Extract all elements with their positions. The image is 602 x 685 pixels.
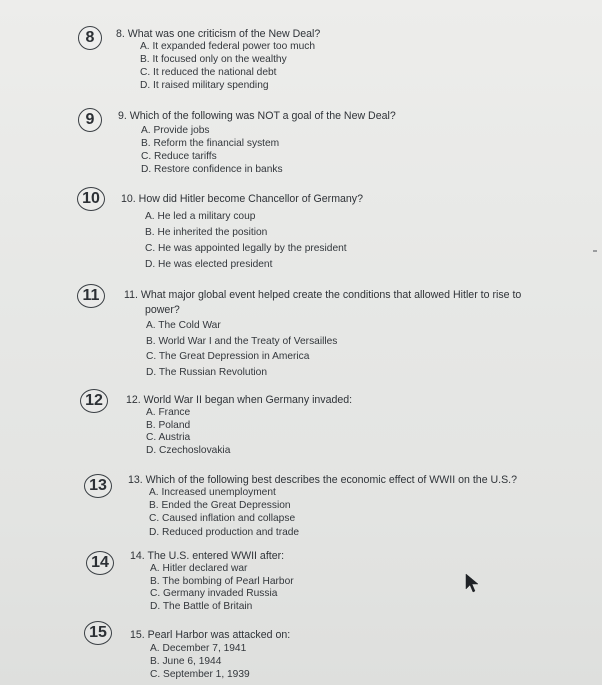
option-d[interactable]: D. Reduced production and trade <box>149 526 300 538</box>
option-a[interactable]: A. Increased unemployment <box>149 487 276 498</box>
option-c[interactable]: C. Reduce tariffs <box>141 151 217 162</box>
option-a[interactable]: A. It expanded federal power too much <box>140 41 315 52</box>
question-text: 15. Pearl Harbor was attacked on: <box>130 629 291 641</box>
option-d[interactable]: D. Restore confidence in banks <box>141 164 283 175</box>
answer-options <box>146 318 337 380</box>
question-text: 12. World War II began when Germany invaded: <box>126 394 353 406</box>
question-number-circle: 10 <box>77 187 105 211</box>
question-text: 13. Which of the following best describes the economic effect of WWII on the U.S.? <box>128 474 518 486</box>
answer-options <box>145 209 347 273</box>
option-a[interactable]: A. December 7, 1941 <box>150 643 247 654</box>
option-b[interactable]: B. World War I and the Treaty of Versailles <box>146 335 338 347</box>
option-d[interactable]: D. He was elected president <box>145 259 273 270</box>
option-c[interactable]: C. September 1, 1939 <box>150 668 250 680</box>
option-a[interactable]: A. France <box>146 407 191 418</box>
question-number-circle: 14 <box>86 551 114 575</box>
option-c[interactable]: C. The Great Depression in America <box>146 351 310 362</box>
dust-speck <box>593 250 597 252</box>
question-number-circle: 13 <box>84 474 112 498</box>
answer-options <box>141 124 283 176</box>
option-c[interactable]: C. It reduced the national debt <box>140 67 277 78</box>
option-b[interactable]: B. June 6, 1944 <box>150 655 222 667</box>
question-number-circle: 11 <box>77 284 105 308</box>
question-number-circle: 15 <box>84 621 112 645</box>
option-b[interactable]: B. He inherited the position <box>145 227 268 238</box>
answer-options <box>149 486 299 539</box>
answer-options <box>146 407 230 457</box>
option-b[interactable]: B. It focused only on the wealthy <box>140 54 287 65</box>
question-text: 14. The U.S. entered WWII after: <box>130 550 285 562</box>
option-b[interactable]: B. Ended the Great Depression <box>149 500 291 512</box>
question-text-continued: power? <box>145 304 180 316</box>
question-number-circle: 12 <box>80 389 108 413</box>
option-d[interactable]: D. It raised military spending <box>140 80 269 91</box>
option-a[interactable]: A. He led a military coup <box>145 211 256 222</box>
question-number-circle: 9 <box>78 108 102 132</box>
mouse-pointer-icon <box>465 573 479 598</box>
question-text: 10. How did Hitler become Chancellor of Germany? <box>121 193 364 205</box>
question-text: 9. Which of the following was NOT a goal of the New Deal? <box>118 110 396 122</box>
answer-options <box>150 643 250 681</box>
option-d[interactable]: D. The Russian Revolution <box>146 366 267 378</box>
option-b[interactable]: B. Reform the financial system <box>141 138 280 149</box>
option-a[interactable]: A. Hitler declared war <box>150 563 248 574</box>
question-text: 8. What was one criticism of the New Deal? <box>116 28 321 40</box>
answer-options <box>150 563 294 613</box>
option-d[interactable]: D. The Battle of Britain <box>150 600 253 612</box>
option-a[interactable]: A. The Cold War <box>146 320 221 331</box>
option-c[interactable]: C. Germany invaded Russia <box>150 588 278 599</box>
option-c[interactable]: C. Austria <box>146 432 191 443</box>
option-b[interactable]: B. The bombing of Pearl Harbor <box>150 575 294 587</box>
question-text: 11. What major global event helped create the conditions that allowed Hitler to rise to <box>124 289 522 301</box>
question-number-circle: 8 <box>78 26 102 50</box>
option-c[interactable]: C. He was appointed legally by the president <box>145 243 347 254</box>
answer-options <box>140 40 315 92</box>
option-c[interactable]: C. Caused inflation and collapse <box>149 513 296 525</box>
option-b[interactable]: B. Poland <box>146 419 191 431</box>
option-d[interactable]: D. Czechoslovakia <box>146 444 231 456</box>
option-a[interactable]: A. Provide jobs <box>141 125 210 136</box>
